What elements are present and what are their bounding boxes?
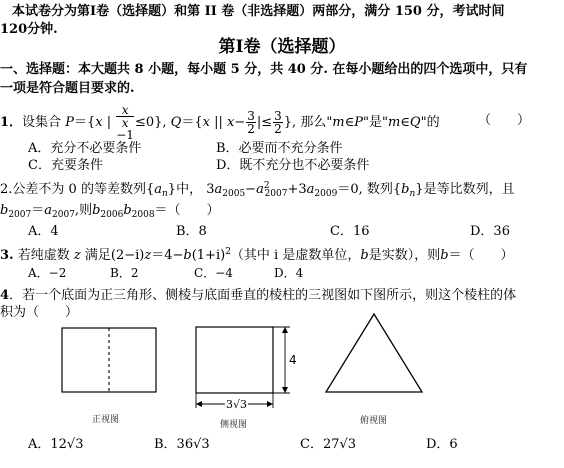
question-1-option-b: B．必要而不充分条件: [216, 141, 343, 156]
question-2-text: 公差不为 0 的等差数列: [12, 182, 146, 197]
width-dimension-label: 3√3: [226, 398, 248, 411]
height-dimension-label: 4: [289, 353, 297, 367]
instructions-line-1: 一、选择题：本大题共 8 小题，每小题 5 分，共 40 分. 在每小题给出的四个选项中，只有: [0, 62, 528, 77]
question-4-option-d: D．6: [426, 437, 458, 452]
question-2-option-a: A．4: [28, 224, 59, 239]
question-1-number: 1．: [0, 115, 23, 130]
question-2-text-c: 数列: [366, 182, 393, 197]
question-3-text: 若纯虚数: [17, 248, 70, 263]
question-3-text-d: 是实数），则: [368, 248, 441, 263]
question-3-option-b: B．2: [110, 266, 139, 280]
question-1-answer-blank: （ ）: [478, 113, 531, 128]
question-1-option-a: A．充分不必要条件: [28, 141, 142, 156]
question-3-text-b: 满足: [84, 248, 111, 263]
question-1-option-c: C．充要条件: [28, 158, 103, 173]
question-4-stem-line-1: 4．若一个底面为正三角形、侧棱与底面垂直的棱柱的三视图如下图所示，则这个棱柱的体: [0, 288, 517, 303]
question-1-text: 设集合: [22, 115, 62, 130]
question-3-option-c: C．−4: [194, 266, 233, 280]
question-1-option-d: D．既不充分也不必要条件: [216, 158, 370, 173]
question-2-option-d: D．36: [470, 224, 510, 239]
top-view-label: 俯视图: [360, 416, 388, 426]
question-4-option-c: C．27√3: [300, 437, 357, 452]
question-3-text-e: ＝（ ）: [448, 248, 514, 263]
question-4-option-b: B．36√3: [154, 437, 210, 452]
question-4-option-a: A．12√3: [28, 437, 84, 452]
question-2-text-d: 是等比数列，且: [423, 182, 515, 197]
question-2-text-f: ＝（ ）: [154, 203, 220, 218]
question-3-option-d: D．4: [274, 266, 304, 280]
question-2-text-b: 中，: [176, 182, 203, 197]
question-4-stem-line-2: 积为（ ）: [0, 305, 79, 320]
question-2-option-b: B．8: [176, 224, 207, 239]
intro-line-1: 本试卷分为第Ⅰ卷（选择题）和第 II 卷（非选择题）两部分，满分 150 分，考试时间: [12, 4, 505, 19]
question-4-text: 若一个底面为正三角形、侧棱与底面垂直的棱柱的三视图如下图所示，则这个棱柱的体: [22, 288, 517, 303]
section-title: 第Ⅰ卷（选择题）: [218, 37, 346, 57]
question-1-stem: 1．设集合 P＝{x | x x −1 ≤0}, Q＝{x || x− $\frac{3}{2}$ |≤ $\frac{3}{2}$ }, 那么"m∈P"是"m∈Q"的: [0, 103, 440, 142]
front-view-label: 正视图: [92, 415, 120, 425]
intro-line-2: 120分钟.: [0, 22, 58, 37]
instructions-line-2: 一项是符合题目要求的.: [0, 81, 135, 96]
question-3-option-a: A．−2: [28, 266, 67, 280]
question-2-stem-line-2: $b_{2007}=a_{2007}$,则$b_{2006}b_{2008}=$（ ）: [0, 203, 220, 220]
question-2-text-e: 则: [79, 203, 93, 218]
top-view-triangle: [326, 314, 422, 392]
side-view-label: 侧视图: [220, 420, 248, 430]
question-2-option-c: C．16: [330, 224, 370, 239]
side-view-rect: [196, 327, 273, 393]
question-3-text-c: （其中 i 是虚数单位，: [230, 248, 361, 263]
question-2-stem-line-1: 2.公差不为 0 的等差数列$\{a_n\}$中， $3a_{2005}-a^2_{2007}+3a_{2009}=0$, 数列$\{b_n\}$是等比数列，且: [0, 181, 515, 199]
question-3-stem: 3. 若纯虚数 z 满足$(2-i)z=4-b(1+i)^2$（其中 i 是虚数单位，b是实数），则b＝（ ）: [0, 247, 514, 263]
